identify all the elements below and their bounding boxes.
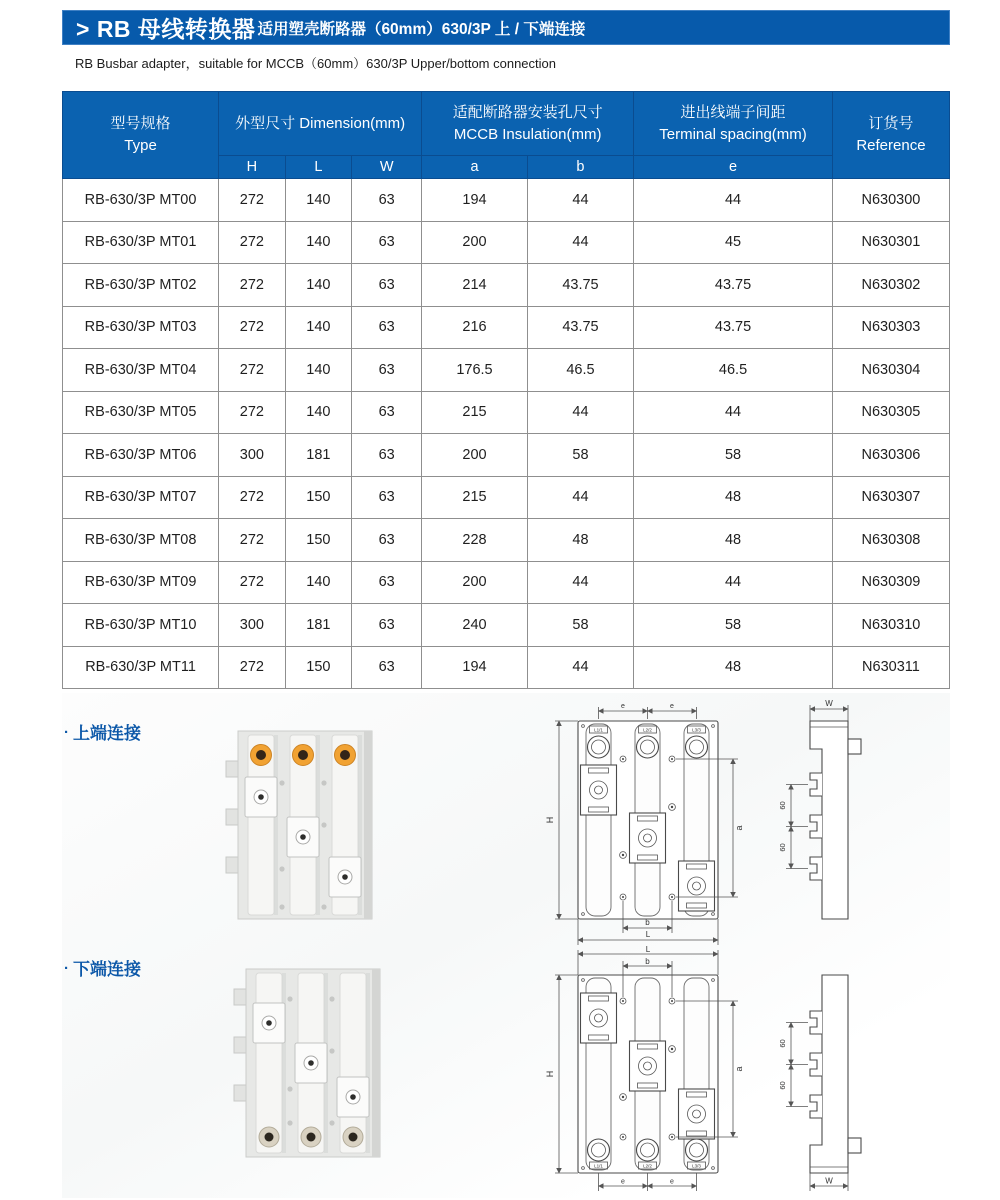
cell-ref: N630308 <box>832 519 949 562</box>
cell-h: 272 <box>219 391 286 434</box>
cell-a: 194 <box>422 179 528 222</box>
cell-h: 272 <box>219 646 286 689</box>
terminal-label: L3/3 <box>692 727 701 733</box>
cell-h: 272 <box>219 349 286 392</box>
cell-w: 63 <box>352 476 422 519</box>
cell-h: 272 <box>219 561 286 604</box>
bullet-icon: · <box>64 960 69 977</box>
cell-a: 215 <box>422 391 528 434</box>
cell-w: 63 <box>352 604 422 647</box>
table-row <box>63 264 950 307</box>
dim-label-a: a <box>734 825 744 831</box>
page-title-band <box>62 10 950 45</box>
cell-e: 43.75 <box>634 264 833 307</box>
dim-label-e: e <box>670 703 674 710</box>
col-header-terminal-en: Terminal spacing(mm) <box>659 125 807 143</box>
table-row <box>63 221 950 264</box>
table-row <box>63 306 950 349</box>
table-row <box>63 604 950 647</box>
cell-type: RB-630/3P MT04 <box>63 349 219 392</box>
cell-ref: N630310 <box>832 604 949 647</box>
cell-b: 58 <box>527 604 633 647</box>
terminal-label: L2/2 <box>643 727 652 733</box>
subcol-b: b <box>527 156 633 179</box>
cell-l: 181 <box>285 434 352 477</box>
cell-a: 214 <box>422 264 528 307</box>
upper-connection-photo <box>204 721 404 933</box>
cell-b: 44 <box>527 221 633 264</box>
cell-ref: N630311 <box>832 646 949 689</box>
cell-b: 46.5 <box>527 349 633 392</box>
cell-b: 44 <box>527 476 633 519</box>
subcol-e: e <box>634 156 833 179</box>
cell-l: 140 <box>285 179 352 222</box>
col-header-type-cn: 型号规格 <box>110 115 171 133</box>
figures-area <box>62 693 950 1198</box>
cell-a: 228 <box>422 519 528 562</box>
table-row <box>63 519 950 562</box>
cell-w: 63 <box>352 561 422 604</box>
cell-h: 272 <box>219 306 286 349</box>
cell-h: 300 <box>219 434 286 477</box>
cell-l: 140 <box>285 306 352 349</box>
cell-l: 140 <box>285 221 352 264</box>
cell-b: 48 <box>527 519 633 562</box>
cell-l: 140 <box>285 561 352 604</box>
col-header-reference <box>832 92 949 179</box>
connector-block <box>679 1089 715 1139</box>
cell-h: 272 <box>219 179 286 222</box>
terminal-label: L1/1 <box>594 1163 603 1169</box>
lower-front-diagram <box>538 945 766 1197</box>
cell-type: RB-630/3P MT07 <box>63 476 219 519</box>
cell-e: 58 <box>634 434 833 477</box>
cell-e: 44 <box>634 391 833 434</box>
dim-label-l: L <box>645 930 651 939</box>
cell-l: 181 <box>285 604 352 647</box>
dim-label-60: 60 <box>778 843 787 852</box>
cell-e: 58 <box>634 604 833 647</box>
dim-label-60: 60 <box>778 1081 787 1090</box>
page-title: > RB 母线转换器 <box>76 16 256 42</box>
dim-label-e: e <box>670 1178 674 1186</box>
cell-h: 272 <box>219 221 286 264</box>
cell-e: 48 <box>634 646 833 689</box>
cell-type: RB-630/3P MT02 <box>63 264 219 307</box>
cell-h: 272 <box>219 476 286 519</box>
cell-w: 63 <box>352 221 422 264</box>
col-header-mccb-en: MCCB Insulation(mm) <box>453 125 602 143</box>
cell-h: 300 <box>219 604 286 647</box>
cell-ref: N630302 <box>832 264 949 307</box>
section-label-upper <box>64 719 141 744</box>
spec-table <box>62 91 950 689</box>
terminal-label: L1/1 <box>594 727 603 733</box>
cell-type: RB-630/3P MT03 <box>63 306 219 349</box>
dim-label-h: H <box>545 1070 555 1078</box>
cell-e: 44 <box>634 179 833 222</box>
cell-ref: N630309 <box>832 561 949 604</box>
dim-label-e: e <box>621 703 625 710</box>
cell-l: 140 <box>285 349 352 392</box>
cell-l: 140 <box>285 264 352 307</box>
cell-type: RB-630/3P MT00 <box>63 179 219 222</box>
cell-b: 58 <box>527 434 633 477</box>
cell-ref: N630305 <box>832 391 949 434</box>
section-label-lower-text: 下端连接 <box>73 960 141 979</box>
dim-label-b: b <box>645 957 650 966</box>
cell-ref: N630301 <box>832 221 949 264</box>
cell-type: RB-630/3P MT06 <box>63 434 219 477</box>
cell-ref: N630303 <box>832 306 949 349</box>
cell-w: 63 <box>352 391 422 434</box>
lower-side-diagram <box>764 945 880 1197</box>
cell-ref: N630300 <box>832 179 949 222</box>
cell-b: 44 <box>527 646 633 689</box>
section-label-upper-text: 上端连接 <box>73 724 141 743</box>
cell-a: 200 <box>422 434 528 477</box>
dim-label-b: b <box>645 918 650 927</box>
cell-h: 272 <box>219 519 286 562</box>
cell-a: 215 <box>422 476 528 519</box>
connector-block <box>630 1041 666 1091</box>
cell-w: 63 <box>352 306 422 349</box>
cell-l: 140 <box>285 391 352 434</box>
cell-e: 43.75 <box>634 306 833 349</box>
cell-e: 48 <box>634 519 833 562</box>
dim-label-e: e <box>621 1178 625 1186</box>
section-label-lower <box>64 955 141 980</box>
subcol-h: H <box>219 156 286 179</box>
col-header-mccb <box>422 92 634 156</box>
cell-e: 46.5 <box>634 349 833 392</box>
dim-label-a: a <box>734 1066 744 1072</box>
connector-block <box>630 813 666 863</box>
lower-connection-photo <box>212 959 412 1171</box>
cell-ref: N630307 <box>832 476 949 519</box>
dim-label-60: 60 <box>778 1039 787 1048</box>
cell-type: RB-630/3P MT09 <box>63 561 219 604</box>
col-header-ref-en: Reference <box>856 137 926 154</box>
cell-h: 272 <box>219 264 286 307</box>
cell-w: 63 <box>352 519 422 562</box>
table-row <box>63 476 950 519</box>
col-header-terminal-cn: 进出线端子间距 <box>680 103 786 121</box>
cell-e: 48 <box>634 476 833 519</box>
col-header-ref-cn: 订货号 <box>868 115 914 133</box>
upper-front-diagram <box>538 697 766 949</box>
table-row <box>63 349 950 392</box>
cell-b: 44 <box>527 179 633 222</box>
page-subtitle-en: RB Busbar adapter，suitable for MCCB（60mm）630/3P Upper/bottom connection <box>75 56 556 71</box>
cell-a: 194 <box>422 646 528 689</box>
page-title-suffix: 适用塑壳断路器（60mm）630/3P 上 / 下端连接 <box>257 20 586 38</box>
table-row <box>63 434 950 477</box>
cell-l: 150 <box>285 519 352 562</box>
col-header-mccb-cn: 适配断路器安装孔尺寸 <box>452 103 603 121</box>
cell-ref: N630304 <box>832 349 949 392</box>
cell-w: 63 <box>352 646 422 689</box>
cell-ref: N630306 <box>832 434 949 477</box>
cell-e: 44 <box>634 561 833 604</box>
cell-type: RB-630/3P MT11 <box>63 646 219 689</box>
dim-label-h: H <box>545 816 555 824</box>
cell-type: RB-630/3P MT08 <box>63 519 219 562</box>
table-row <box>63 391 950 434</box>
subcol-l: L <box>285 156 352 179</box>
cell-type: RB-630/3P MT05 <box>63 391 219 434</box>
col-header-type-en: Type <box>124 137 157 154</box>
cell-b: 44 <box>527 391 633 434</box>
cell-l: 150 <box>285 476 352 519</box>
cell-a: 176.5 <box>422 349 528 392</box>
bullet-icon: · <box>64 724 69 741</box>
connector-block <box>581 765 617 815</box>
col-header-type <box>63 92 219 179</box>
table-row <box>63 646 950 689</box>
cell-a: 240 <box>422 604 528 647</box>
dim-label-w: W <box>825 1176 833 1186</box>
cell-b: 44 <box>527 561 633 604</box>
cell-l: 150 <box>285 646 352 689</box>
connector-block <box>581 993 617 1043</box>
cell-type: RB-630/3P MT01 <box>63 221 219 264</box>
cell-w: 63 <box>352 434 422 477</box>
cell-w: 63 <box>352 179 422 222</box>
table-row <box>63 561 950 604</box>
terminal-label: L2/2 <box>643 1163 652 1169</box>
cell-b: 43.75 <box>527 264 633 307</box>
cell-e: 45 <box>634 221 833 264</box>
cell-type: RB-630/3P MT10 <box>63 604 219 647</box>
cell-a: 216 <box>422 306 528 349</box>
dim-label-l: L <box>645 945 651 954</box>
subcol-a: a <box>422 156 528 179</box>
upper-side-diagram <box>764 697 880 949</box>
table-row <box>63 179 950 222</box>
terminal-label: L3/3 <box>692 1163 701 1169</box>
col-header-dimension: 外型尺寸 Dimension(mm) <box>219 92 422 156</box>
subcol-w: W <box>352 156 422 179</box>
col-header-terminal <box>634 92 833 156</box>
cell-a: 200 <box>422 561 528 604</box>
connector-block <box>679 861 715 911</box>
cell-b: 43.75 <box>527 306 633 349</box>
dim-label-60: 60 <box>778 801 787 810</box>
cell-a: 200 <box>422 221 528 264</box>
cell-w: 63 <box>352 349 422 392</box>
cell-w: 63 <box>352 264 422 307</box>
dim-label-w: W <box>825 699 833 708</box>
